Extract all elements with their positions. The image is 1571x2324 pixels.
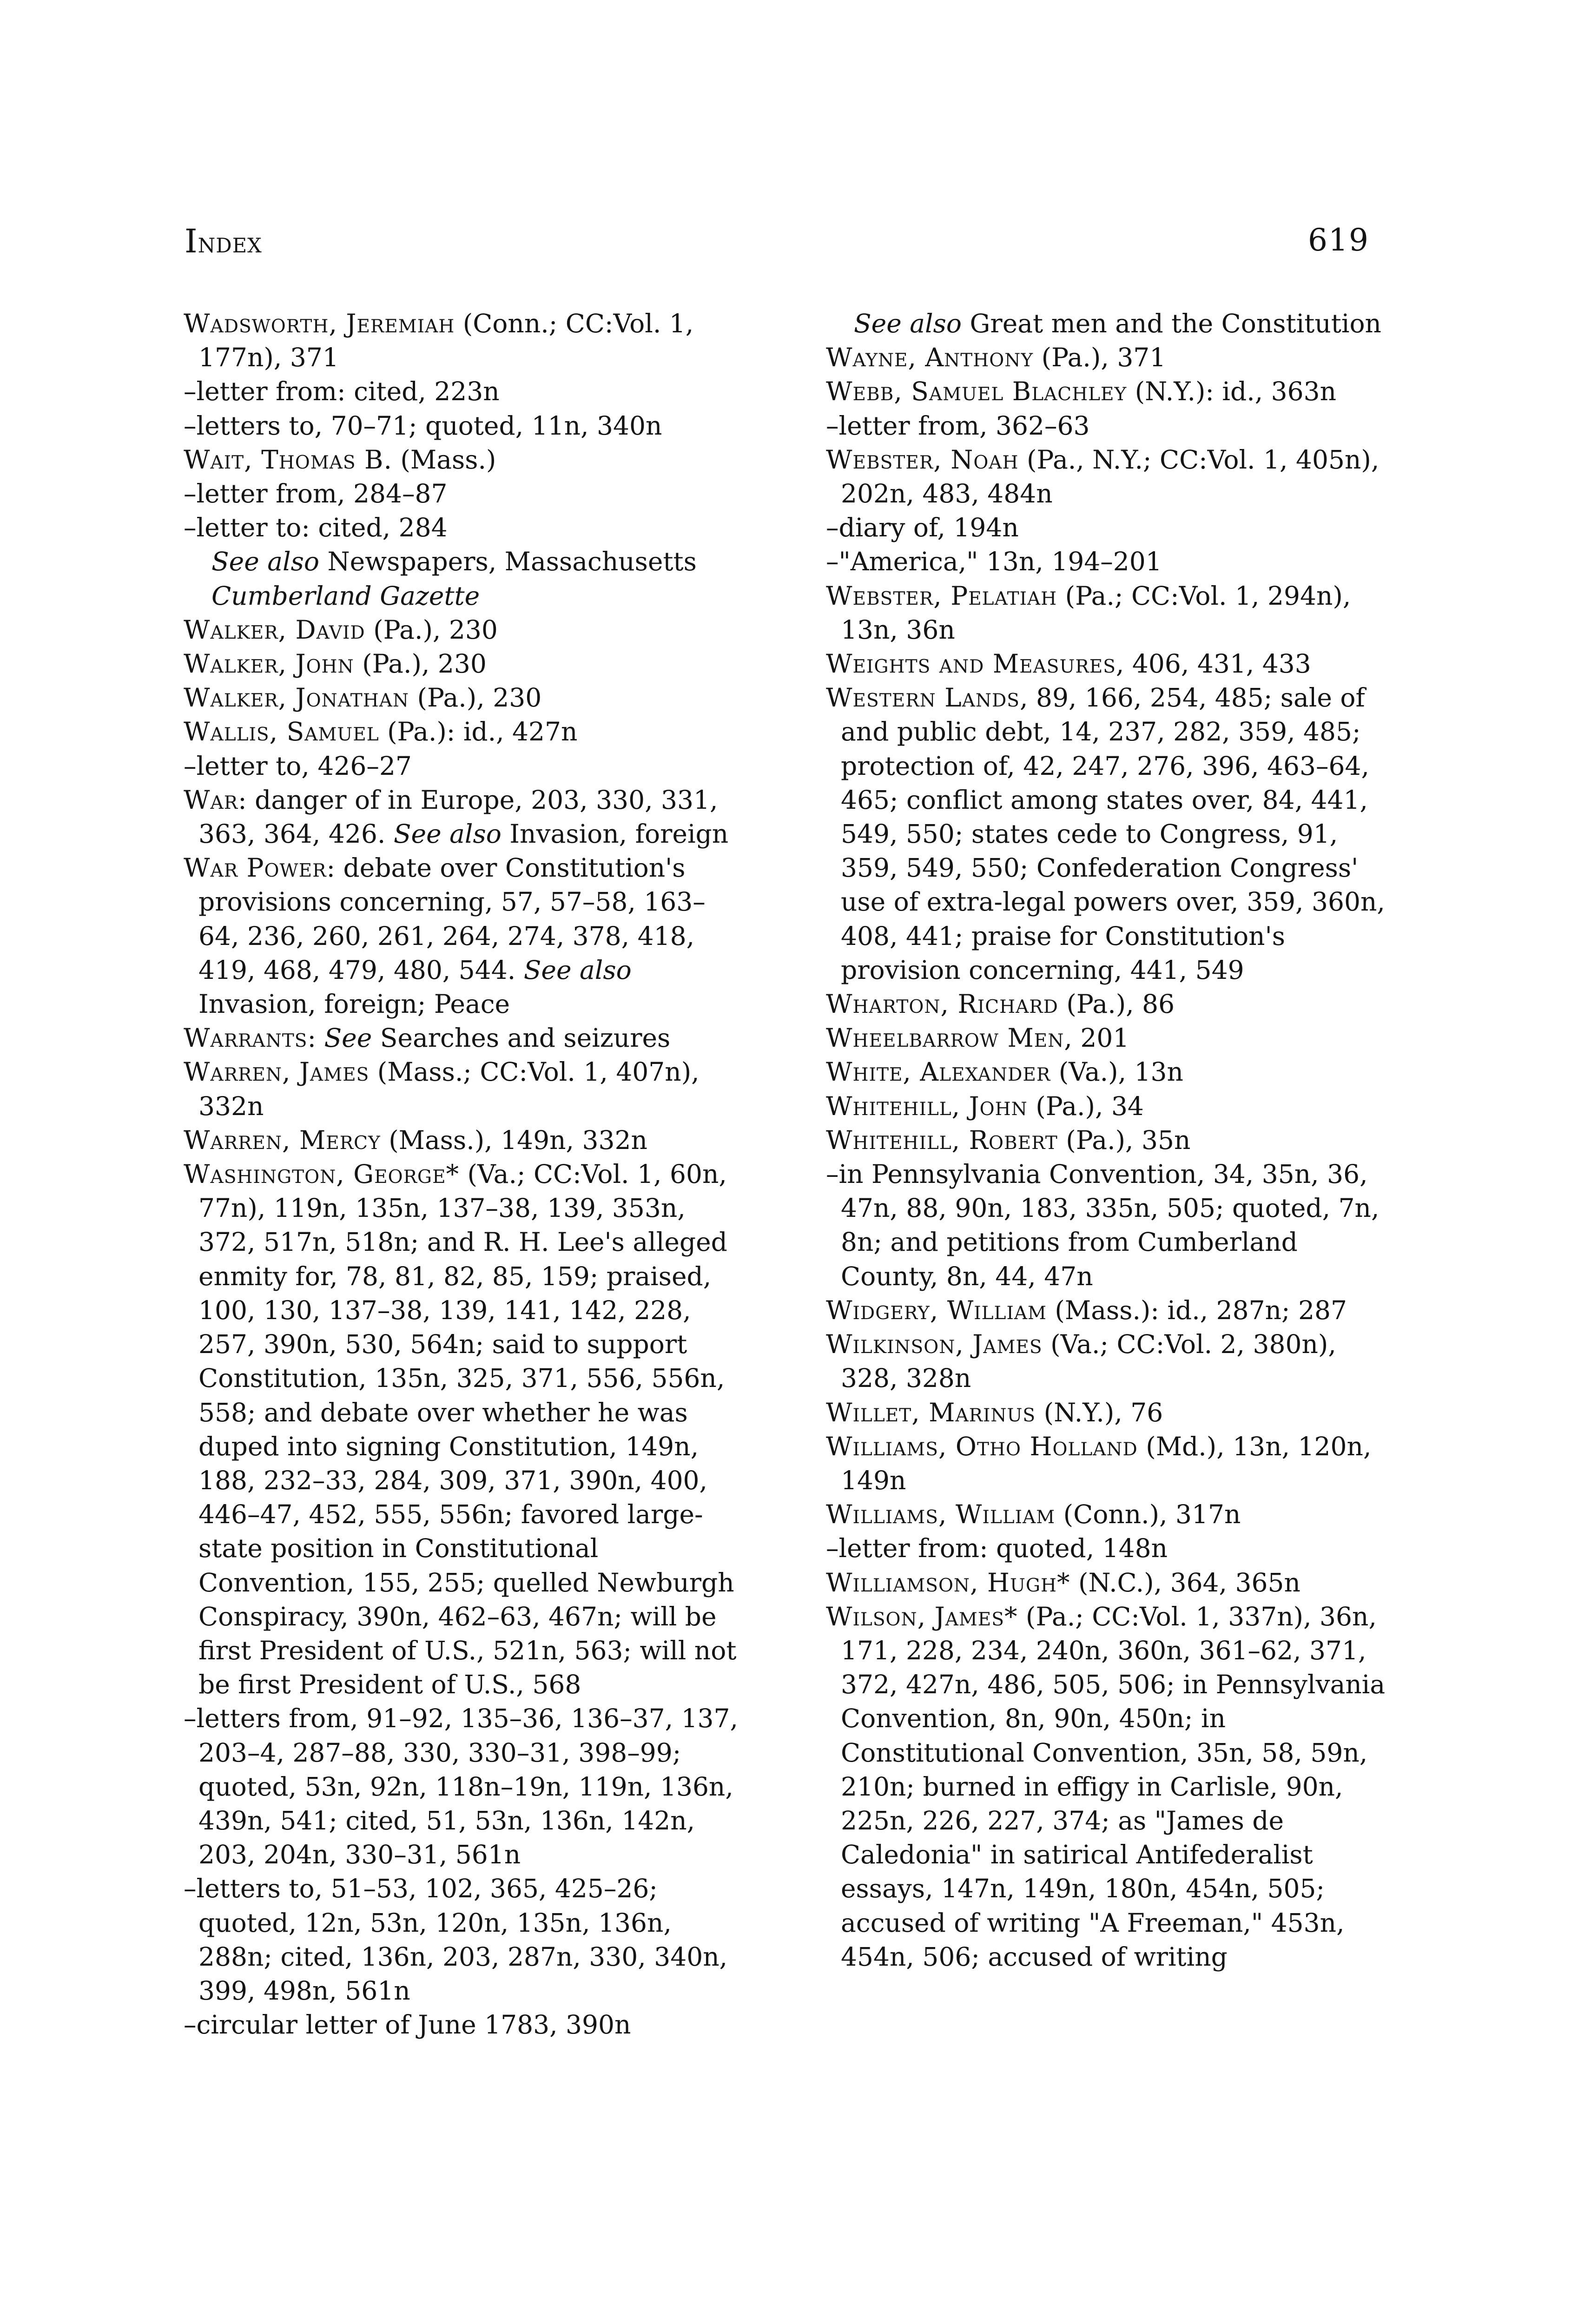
entry-heading: White, Alexander bbox=[826, 1057, 1051, 1087]
index-column-right bbox=[826, 307, 1386, 1974]
index-entry bbox=[184, 851, 744, 1021]
index-subentry bbox=[184, 511, 744, 545]
entry-text: (Va.), 13n bbox=[1050, 1057, 1183, 1087]
index-entry bbox=[826, 1498, 1386, 1532]
entry-heading: Willet, Marinus bbox=[826, 1397, 1036, 1427]
index-entry bbox=[184, 715, 744, 749]
entry-text: –"America," 13n, 194–201 bbox=[826, 547, 1162, 577]
index-subentry bbox=[184, 375, 744, 409]
entry-text: (Md.), 13n, 120n, 149n bbox=[841, 1431, 1372, 1495]
index-entry bbox=[184, 681, 744, 715]
index-entry bbox=[826, 1089, 1386, 1123]
entry-text: (N.Y.): id., 363n bbox=[1127, 376, 1337, 407]
index-entry bbox=[184, 647, 744, 681]
entry-heading: Wharton, Richard bbox=[826, 989, 1058, 1019]
entry-heading: Williamson, Hugh* bbox=[826, 1567, 1070, 1598]
index-entry bbox=[184, 1123, 744, 1157]
cross-reference-label: See also bbox=[515, 955, 632, 985]
entry-heading: Whitehill, Robert bbox=[826, 1125, 1058, 1155]
entry-text: –letter to, 426–27 bbox=[184, 751, 412, 781]
index-entry bbox=[826, 1123, 1386, 1157]
entry-text: (Pa.): id., 427n bbox=[379, 717, 578, 747]
cross-reference-label: Cumberland Gazette bbox=[211, 581, 480, 611]
entry-text: (Mass.): id., 287n; 287 bbox=[1046, 1295, 1347, 1325]
entry-text: Invasion, foreign; Peace bbox=[198, 989, 510, 1019]
index-entry bbox=[184, 1021, 744, 1055]
index-subentry bbox=[184, 477, 744, 511]
index-entry bbox=[826, 1327, 1386, 1395]
entry-heading: Wilkinson, James bbox=[826, 1329, 1043, 1360]
entry-text: Invasion, foreign bbox=[501, 819, 729, 849]
entry-text: (Pa.), 230 bbox=[409, 683, 542, 713]
index-entry bbox=[826, 1055, 1386, 1089]
entry-text: Great men and the Constitution bbox=[961, 309, 1381, 338]
entry-heading: Widgery, William bbox=[826, 1295, 1047, 1325]
index-subentry bbox=[826, 511, 1386, 545]
index-column-left bbox=[184, 307, 744, 2042]
index-entry bbox=[826, 1021, 1386, 1055]
entry-text: : debate over Constitution's provisions concerning, 57, 57–58, 163–64, 236, 260, 261, 264, 274, 378, 418, 419, 468, 479, 480, 544. bbox=[198, 853, 706, 985]
entry-text: (Pa.), 230 bbox=[365, 614, 498, 645]
entry-heading: Wayne, Anthony bbox=[826, 343, 1034, 373]
index-entry bbox=[826, 443, 1386, 511]
entry-heading: War Power bbox=[184, 853, 327, 883]
index-entry bbox=[826, 375, 1386, 409]
entry-heading: Walker, John bbox=[184, 649, 354, 679]
entry-heading: Walker, David bbox=[184, 614, 365, 645]
entry-text: –in Pennsylvania Convention, 34, 35n, 36, 47n, 88, 90n, 183, 335n, 505; quoted, 7n, 8n; and petitions from Cumberland County, 8n, 44, 47n bbox=[826, 1159, 1380, 1291]
entry-heading: Warren, Mercy bbox=[184, 1125, 381, 1155]
entry-text: , 406, 431, 433 bbox=[1116, 649, 1311, 679]
entry-heading: Williams, Otho Holland bbox=[826, 1431, 1138, 1461]
entry-heading: Wheelbarrow Men bbox=[826, 1023, 1064, 1053]
entry-text: –diary of, 194n bbox=[826, 513, 1019, 543]
index-entry bbox=[826, 341, 1386, 375]
index-entry bbox=[184, 613, 744, 647]
index-cross-reference bbox=[826, 307, 1386, 341]
entry-text: (Mass.) bbox=[392, 444, 496, 475]
entry-text: (Pa.), 230 bbox=[354, 649, 487, 679]
entry-text: : bbox=[307, 1023, 316, 1053]
index-cross-reference bbox=[184, 579, 744, 613]
entry-text: Searches and seizures bbox=[372, 1023, 671, 1053]
entry-text: (Pa.; CC:Vol. 1, 337n), 36n, 171, 228, 234, 240n, 360n, 361–62, 371, 372, 427n, 486, 505, 506; in Pennsylvania Convention, 8n, 90n, 450n; in Constitutional Convention, 35n, 58, 59n, 210n; burned in effigy in Carlisle, 90n, 225n, 226, 227, 374; as "James de Caledonia" in satirical Antifederalist essays, 147n, 149n, 180n, 454n, 505; accused of writing "A Freeman," 453n, 454n, 506; accused of writing bbox=[841, 1601, 1386, 1972]
index-entry bbox=[184, 1157, 744, 1702]
entry-text: (Mass.; CC:Vol. 1, 407n), 332n bbox=[198, 1057, 700, 1121]
entry-text: (Mass.), 149n, 332n bbox=[380, 1125, 647, 1155]
index-subentry bbox=[826, 1157, 1386, 1294]
entry-text: : danger of in Europe, 203, 330, 331, 363, 364, 426. bbox=[198, 785, 718, 849]
index-entry bbox=[184, 783, 744, 851]
index-subentry bbox=[184, 2008, 744, 2042]
index-subentry bbox=[826, 545, 1386, 579]
entry-heading: Wilson, James* bbox=[826, 1601, 1018, 1631]
entry-heading: Walker, Jonathan bbox=[184, 683, 409, 713]
index-entry bbox=[184, 443, 744, 477]
entry-text: (Va.; CC:Vol. 2, 380n), 328, 328n bbox=[841, 1329, 1336, 1393]
entry-heading: Webb, Samuel Blachley bbox=[826, 376, 1127, 407]
index-subentry bbox=[184, 749, 744, 783]
entry-text: Newspapers, Massachusetts bbox=[319, 547, 697, 577]
index-entry bbox=[826, 1396, 1386, 1430]
index-subentry bbox=[826, 409, 1386, 443]
index-entry bbox=[826, 681, 1386, 987]
index-entry bbox=[184, 1055, 744, 1123]
index-entry bbox=[826, 987, 1386, 1021]
entry-text: (Pa., N.Y.; CC:Vol. 1, 405n), 202n, 483, 484n bbox=[841, 444, 1380, 509]
entry-heading: Wallis, Samuel bbox=[184, 717, 379, 747]
index-entry bbox=[826, 1566, 1386, 1600]
entry-text: (Conn.), 317n bbox=[1055, 1499, 1241, 1530]
entry-heading: Wadsworth, Jeremiah bbox=[184, 309, 455, 338]
entry-heading: Wait, Thomas B. bbox=[184, 444, 392, 475]
entry-heading: Williams, William bbox=[826, 1499, 1056, 1530]
entry-text: –letter from: quoted, 148n bbox=[826, 1533, 1168, 1564]
entry-text: –circular letter of June 1783, 390n bbox=[184, 2010, 631, 2040]
cross-reference-label: See also bbox=[854, 309, 962, 338]
entry-text: , 89, 166, 254, 485; sale of and public debt, 14, 237, 282, 359, 485; protection of, 42, 247, 276, 396, 463–64, 465; conflict among states over, 84, 441, 549, 550; states cede to Congress, 91, 359, 549, 550; Confederation Congress' use of extra-legal powers over, 359, 360n, 408, 441; praise for Constitution's provision concerning, 441, 549 bbox=[841, 683, 1385, 985]
cross-reference-label: See bbox=[316, 1023, 372, 1053]
index-entry bbox=[184, 307, 744, 375]
entry-text: (N.Y.), 76 bbox=[1036, 1397, 1163, 1427]
entry-text: (N.C.), 364, 365n bbox=[1070, 1567, 1300, 1598]
entry-heading: Washington, George* bbox=[184, 1159, 460, 1189]
entry-text: –letter to: cited, 284 bbox=[184, 513, 448, 543]
entry-heading: Warrants bbox=[184, 1023, 308, 1053]
entry-text: , 201 bbox=[1064, 1023, 1129, 1053]
entry-text: (Pa.; CC:Vol. 1, 294n), 13n, 36n bbox=[841, 581, 1351, 645]
entry-text: –letter from, 284–87 bbox=[184, 479, 448, 509]
index-entry bbox=[826, 1600, 1386, 1974]
index-subentry bbox=[184, 1702, 744, 1872]
entry-text: (Pa.), 371 bbox=[1033, 343, 1166, 373]
entry-text: (Pa.), 35n bbox=[1057, 1125, 1191, 1155]
page-number: 619 bbox=[1308, 222, 1369, 258]
entry-text: –letters to, 51–53, 102, 365, 425–26; quoted, 12n, 53n, 120n, 135n, 136n, 288n; cited, 136n, 203, 287n, 330, 340n, 399, 498n, 561n bbox=[184, 1874, 728, 2006]
entry-heading: Webster, Pelatiah bbox=[826, 581, 1057, 611]
entry-heading: Warren, James bbox=[184, 1057, 370, 1087]
index-entry bbox=[826, 579, 1386, 647]
index-entry bbox=[826, 1430, 1386, 1498]
entry-text: (Pa.), 34 bbox=[1027, 1091, 1144, 1121]
index-entry bbox=[826, 647, 1386, 681]
running-head: Index bbox=[185, 222, 262, 260]
entry-text: –letter from: cited, 223n bbox=[184, 376, 500, 407]
cross-reference-label: See also bbox=[385, 819, 502, 849]
entry-heading: Weights and Measures bbox=[826, 649, 1116, 679]
entry-heading: Webster, Noah bbox=[826, 444, 1019, 475]
entry-text: (Pa.), 86 bbox=[1058, 989, 1175, 1019]
entry-heading: Western Lands bbox=[826, 683, 1020, 713]
index-entry bbox=[826, 1294, 1386, 1327]
cross-reference-label: See also bbox=[211, 547, 319, 577]
entry-heading: Whitehill, John bbox=[826, 1091, 1028, 1121]
index-cross-reference bbox=[184, 545, 744, 579]
index-subentry bbox=[184, 1872, 744, 2008]
index-subentry bbox=[184, 409, 744, 443]
entry-text: –letters from, 91–92, 135–36, 136–37, 137, 203–4, 287–88, 330, 330–31, 398–99; quoted, 53n, 92n, 118n–19n, 119n, 136n, 439n, 541; cited, 51, 53n, 136n, 142n, 203, 204n, 330–31, 561n bbox=[184, 1703, 739, 1870]
entry-text: –letters to, 70–71; quoted, 11n, 340n bbox=[184, 410, 662, 441]
entry-text: (Va.; CC:Vol. 1, 60n, 77n), 119n, 135n, 137–38, 139, 353n, 372, 517n, 518n; and R. H. Lee's alleged enmity for, 78, 81, 82, 85, 159; praised, 100, 130, 137–38, 139, 141, 142, 228, 257, 390n, 530, 564n; said to support Constitution, 135n, 325, 371, 556, 556n, 558; and debate over whether he was duped into signing Constitution, 149n, 188, 232–33, 284, 309, 371, 390n, 400, 446–47, 452, 555, 556n; favored large-state position in Constitutional Convention, 155, 255; quelled Newburgh Conspiracy, 390n, 462–63, 467n; will be first President of U.S., 521n, 563; will not be first President of U.S., 568 bbox=[198, 1159, 737, 1700]
entry-heading: War bbox=[184, 785, 238, 815]
entry-text: –letter from, 362–63 bbox=[826, 410, 1090, 441]
entry-text: (Conn.; CC:Vol. 1, 177n), 371 bbox=[198, 309, 694, 373]
index-subentry bbox=[826, 1532, 1386, 1565]
